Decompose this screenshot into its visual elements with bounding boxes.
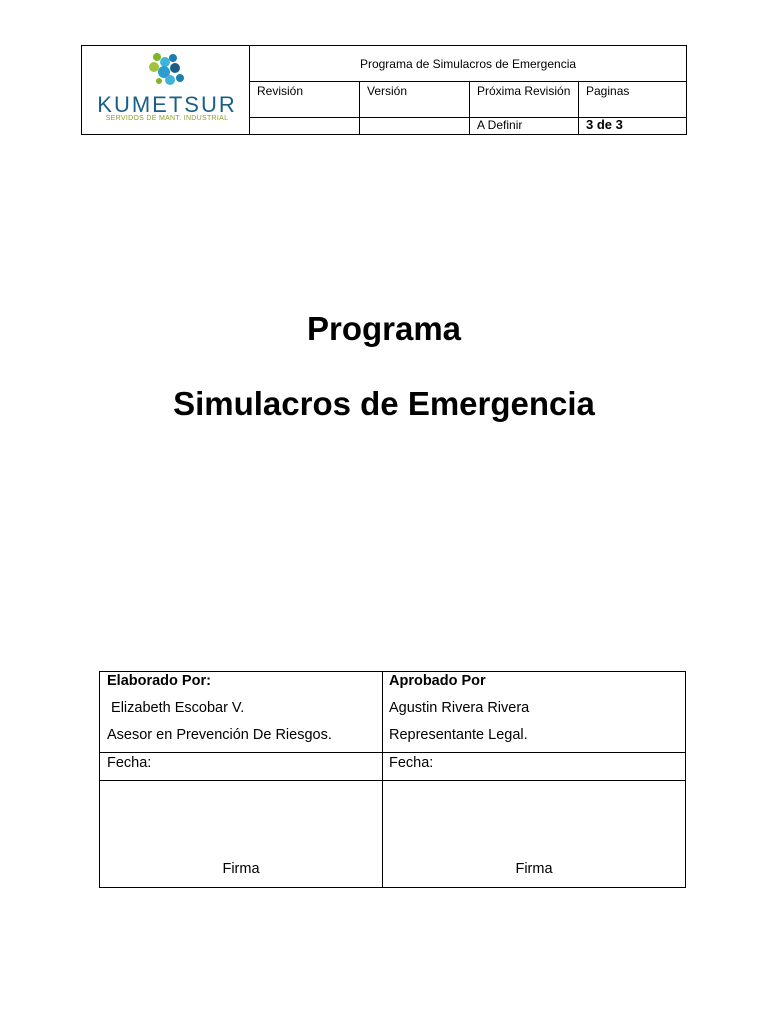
approved-by-name: Agustin Rivera Rivera xyxy=(389,700,530,716)
header-title: Programa de Simulacros de Emergencia xyxy=(250,46,686,82)
signature-label-right: Firma xyxy=(515,861,553,877)
approved-by-role: Representante Legal. xyxy=(389,727,528,743)
company-subtitle: SERVIDOS DE MANT. INDUSTRIAL xyxy=(105,115,229,122)
company-name: KUMETSUR xyxy=(97,92,237,117)
header-info xyxy=(250,46,686,134)
date-label-right: Fecha: xyxy=(389,755,434,771)
table-divider xyxy=(100,780,685,781)
value-version xyxy=(360,118,470,134)
column-next-revision: Próxima Revisión xyxy=(470,82,579,117)
approved-by-label: Aprobado Por xyxy=(389,673,486,689)
header-value-row xyxy=(250,118,686,134)
column-pages: Paginas xyxy=(586,84,630,98)
signature-label-left: Firma xyxy=(222,861,260,877)
logo-cell xyxy=(82,46,250,134)
prepared-by-name: Elizabeth Escobar V. xyxy=(107,700,245,716)
column-version: Versión xyxy=(360,82,470,117)
document-title-line-2: Simulacros de Emergencia xyxy=(173,385,595,422)
prepared-by-role: Asesor en Prevención De Riesgos. xyxy=(107,727,332,743)
header-column-row xyxy=(250,82,686,118)
column-revision: Revisión xyxy=(250,82,360,117)
value-revision xyxy=(250,118,360,134)
approval-table xyxy=(99,671,686,888)
date-label-left: Fecha: xyxy=(107,755,152,771)
prepared-by-label: Elaborado Por: xyxy=(107,673,211,689)
document-header-table xyxy=(81,45,687,135)
value-pages: 3 de 3 xyxy=(586,117,623,132)
document-title-line-1: Programa xyxy=(306,310,462,347)
value-next-revision: A Definir xyxy=(470,118,579,134)
table-divider xyxy=(100,752,685,753)
